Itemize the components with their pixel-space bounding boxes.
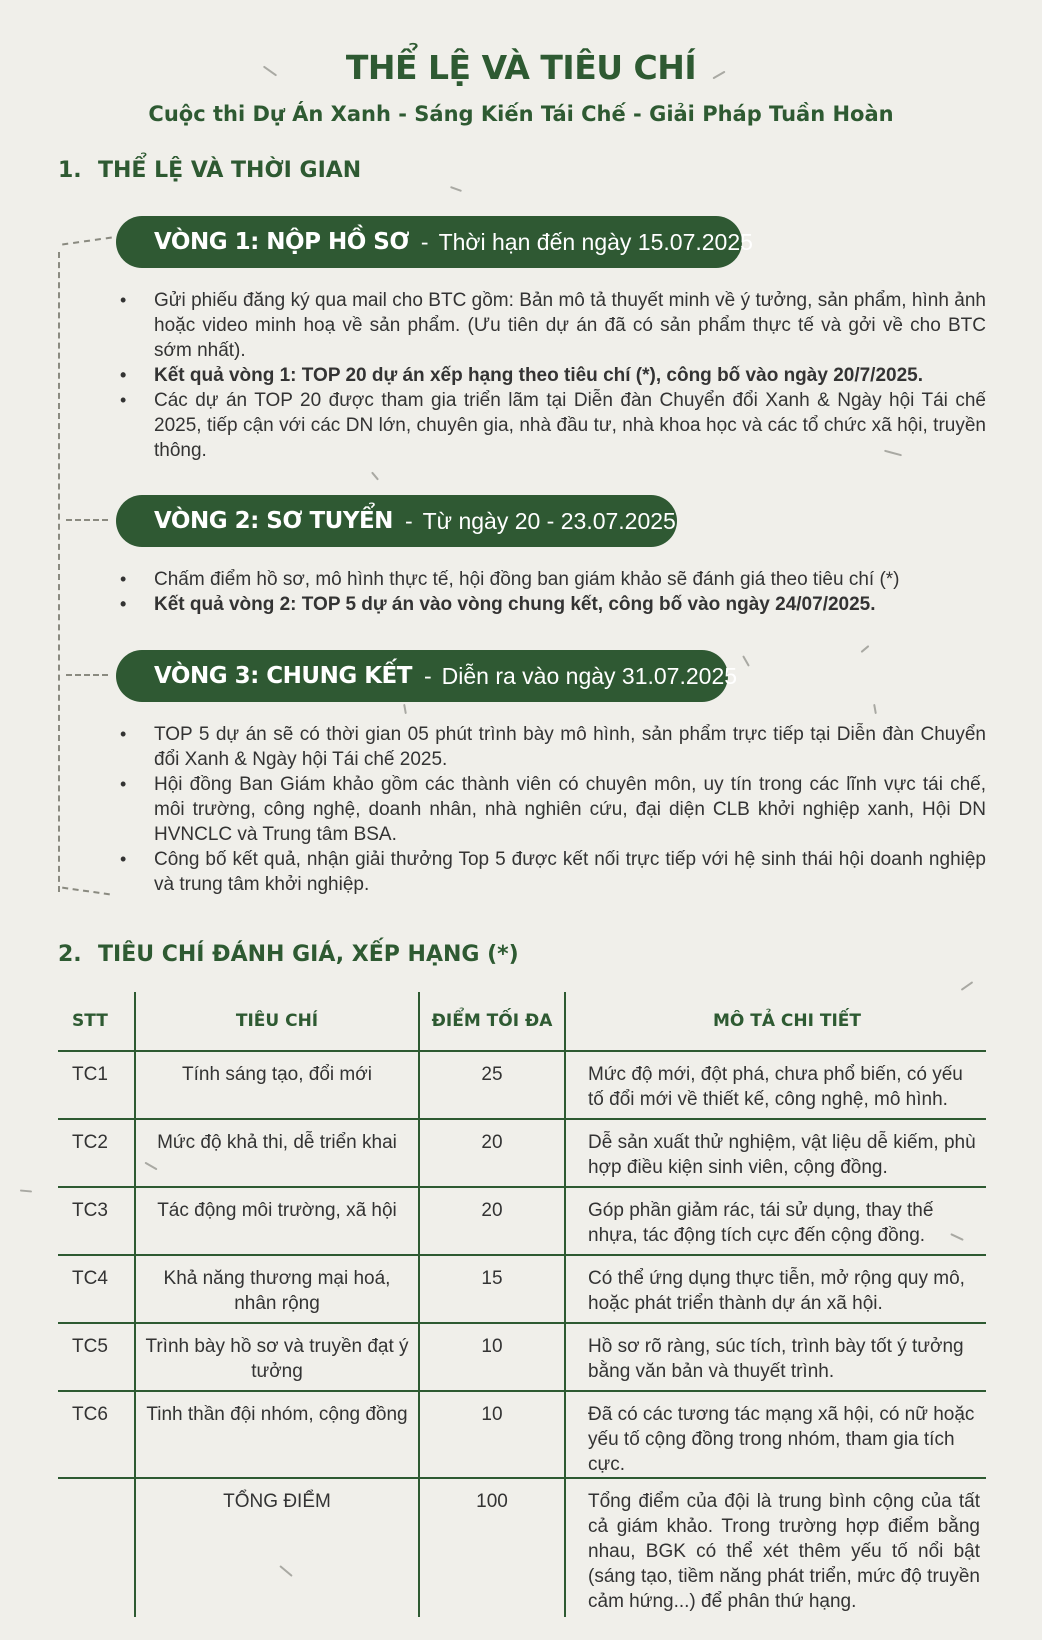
- round-3-banner: [116, 650, 738, 702]
- section-1-number: 1.: [58, 158, 82, 183]
- cell-points: 20: [419, 1119, 565, 1187]
- cell-points: 20: [419, 1187, 565, 1255]
- table-row: [58, 1255, 986, 1323]
- column-header-description: MÔ TẢ CHI TIẾT: [565, 992, 986, 1051]
- cell-criterion: Tác động môi trường, xã hội: [135, 1187, 419, 1255]
- page-subtitle: Cuộc thi Dự Án Xanh - Sáng Kiến Tái Chế - Giải Pháp Tuần Hoàn: [148, 102, 894, 126]
- round-2-name: VÒNG 2: SƠ TUYỂN: [154, 508, 393, 534]
- cell-description: Có thể ứng dụng thực tiễn, mở rộng quy mô, hoặc phát triển thành dự án xã hội.: [565, 1255, 986, 1323]
- section-1-heading: [58, 158, 361, 183]
- paper-fleck: [403, 704, 407, 714]
- page-title: THỂ LỆ VÀ TIÊU CHÍ: [345, 48, 697, 87]
- cell-total-description: Tổng điểm của đội là trung bình cộng của tất cả giám khảo. Trong trường hợp điểm bằng nhau, BGK có thể xét thêm yếu tố nổi bật (sáng tạo, tiềm năng phát triển, mức độ truyền cảm hứng...) để phân thứ hạng.: [565, 1478, 986, 1617]
- round-2-bullets: [118, 567, 986, 617]
- round-3-bullets: [118, 722, 986, 897]
- timeline-branch: [66, 519, 108, 521]
- list-item: • Gửi phiếu đăng ký qua mail cho BTC gồm: Bản mô tả thuyết minh về ý tưởng, sản phẩm, hình ảnh hoặc video minh hoạ về sản phẩm. (Ưu tiên dự án đã có sản phẩm thực tế và gởi về cho BTC sớm nhất).: [118, 288, 986, 363]
- column-header-criterion: TIÊU CHÍ: [135, 992, 419, 1051]
- cell-total-label: TỔNG ĐIỂM: [135, 1478, 419, 1617]
- table-row: [58, 1187, 986, 1255]
- cell-total-points: 100: [419, 1478, 565, 1617]
- paper-fleck: [961, 981, 974, 991]
- cell-criterion: Tính sáng tạo, đổi mới: [135, 1051, 419, 1119]
- table-row: [58, 1119, 986, 1187]
- cell-points: 10: [419, 1391, 565, 1478]
- list-item: • Chấm điểm hồ sơ, mô hình thực tế, hội đồng ban giám khảo sẽ đánh giá theo tiêu chí (*): [118, 567, 986, 592]
- table-total-row: [58, 1478, 986, 1617]
- round-1-name: VÒNG 1: NỘP HỒ SƠ: [154, 229, 409, 255]
- list-item: • Hội đồng Ban Giám khảo gồm các thành viên có chuyên môn, uy tín trong các lĩnh vực tái chế, môi trường, công nghệ, doanh nhân, nhà nghiên cứu, đại diện CLB khởi nghiệp xanh, Hội DN HVNCLC và Trung tâm BSA.: [118, 772, 986, 847]
- round-3-name: VÒNG 3: CHUNG KẾT: [154, 663, 412, 689]
- paper-fleck: [20, 1189, 32, 1192]
- round-1-banner: [116, 216, 753, 268]
- cell-points: 25: [419, 1051, 565, 1119]
- cell-stt: TC4: [58, 1255, 135, 1323]
- criteria-table: [58, 992, 986, 1617]
- cell-description: Hồ sơ rõ ràng, súc tích, trình bày tốt ý tưởng bằng văn bản và thuyết trình.: [565, 1323, 986, 1391]
- round-3-separator: -: [423, 662, 432, 689]
- section-2-number: 2.: [58, 942, 82, 967]
- paper-fleck: [742, 655, 750, 666]
- cell-points: 10: [419, 1323, 565, 1391]
- round-2-separator: -: [404, 507, 413, 534]
- timeline-connector: [58, 252, 60, 892]
- column-header-stt: STT: [58, 992, 135, 1051]
- list-item: • TOP 5 dự án sẽ có thời gian 05 phút trình bày mô hình, sản phẩm trực tiếp tại Diễn đàn Chuyển đổi Xanh & Ngày hội Tái chế 2025.: [118, 722, 986, 772]
- cell-stt: TC3: [58, 1187, 135, 1255]
- table-row: [58, 1051, 986, 1119]
- cell-description: Đã có các tương tác mạng xã hội, có nữ hoặc yếu tố cộng đồng trong nhóm, tham gia tích cực.: [565, 1391, 986, 1478]
- cell-stt: TC6: [58, 1391, 135, 1478]
- cell-stt: [58, 1478, 135, 1617]
- cell-points: 15: [419, 1255, 565, 1323]
- cell-criterion: Khả năng thương mại hoá, nhân rộng: [135, 1255, 419, 1323]
- cell-stt: TC1: [58, 1051, 135, 1119]
- list-item: • Kết quả vòng 1: TOP 20 dự án xếp hạng theo tiêu chí (*), công bố vào ngày 20/7/2025.: [118, 363, 986, 388]
- cell-description: Mức độ mới, đột phá, chưa phổ biến, có yếu tố đổi mới về thiết kế, công nghệ, mô hình.: [565, 1051, 986, 1119]
- cell-stt: TC2: [58, 1119, 135, 1187]
- list-item: • Công bố kết quả, nhận giải thưởng Top 5 được kết nối trực tiếp với hệ sinh thái hội doanh nghiệp và trung tâm khởi nghiệp.: [118, 847, 986, 897]
- section-1-title: THỂ LỆ VÀ THỜI GIAN: [98, 158, 362, 183]
- cell-stt: TC5: [58, 1323, 135, 1391]
- section-2-title: TIÊU CHÍ ĐÁNH GIÁ, XẾP HẠNG (*): [98, 942, 519, 967]
- round-2-banner: [116, 495, 677, 547]
- table-row: [58, 1391, 986, 1478]
- timeline-branch: [62, 887, 110, 896]
- cell-description: Góp phần giảm rác, tái sử dụng, thay thế nhựa, tác động tích cực đến cộng đồng.: [565, 1187, 986, 1255]
- round-1-date: Thời hạn đến ngày 15.07.2025: [438, 228, 753, 255]
- section-2-heading: [58, 942, 519, 967]
- cell-criterion: Trình bày hồ sơ và truyền đạt ý tưởng: [135, 1323, 419, 1391]
- table-header-row: [58, 992, 986, 1051]
- cell-description: Dễ sản xuất thử nghiệm, vật liệu dễ kiếm, phù hợp điều kiện sinh viên, cộng đồng.: [565, 1119, 986, 1187]
- timeline-branch: [62, 237, 112, 246]
- column-header-max-points: ĐIỂM TỐI ĐA: [419, 992, 565, 1051]
- paper-fleck: [450, 186, 462, 192]
- round-1-bullets: [118, 288, 986, 463]
- paper-fleck: [873, 704, 877, 714]
- list-item: • Kết quả vòng 2: TOP 5 dự án vào vòng chung kết, công bố vào ngày 24/07/2025.: [118, 592, 986, 617]
- round-1-separator: -: [420, 228, 429, 255]
- round-3-date: Diễn ra vào ngày 31.07.2025: [441, 662, 738, 689]
- cell-criterion: Mức độ khả thi, dễ triển khai: [135, 1119, 419, 1187]
- cell-criterion: Tinh thần đội nhóm, cộng đồng: [135, 1391, 419, 1478]
- paper-fleck: [371, 472, 379, 481]
- paper-fleck: [861, 645, 870, 653]
- round-2-date: Từ ngày 20 - 23.07.2025: [422, 507, 676, 534]
- list-item: • Các dự án TOP 20 được tham gia triển lãm tại Diễn đàn Chuyển đổi Xanh & Ngày hội Tái chế 2025, tiếp cận với các DN lớn, chuyên gia, nhà đầu tư, nhà khoa học và các tổ chức xã hội, truyền thông.: [118, 388, 986, 463]
- table-row: [58, 1323, 986, 1391]
- timeline-branch: [66, 674, 108, 676]
